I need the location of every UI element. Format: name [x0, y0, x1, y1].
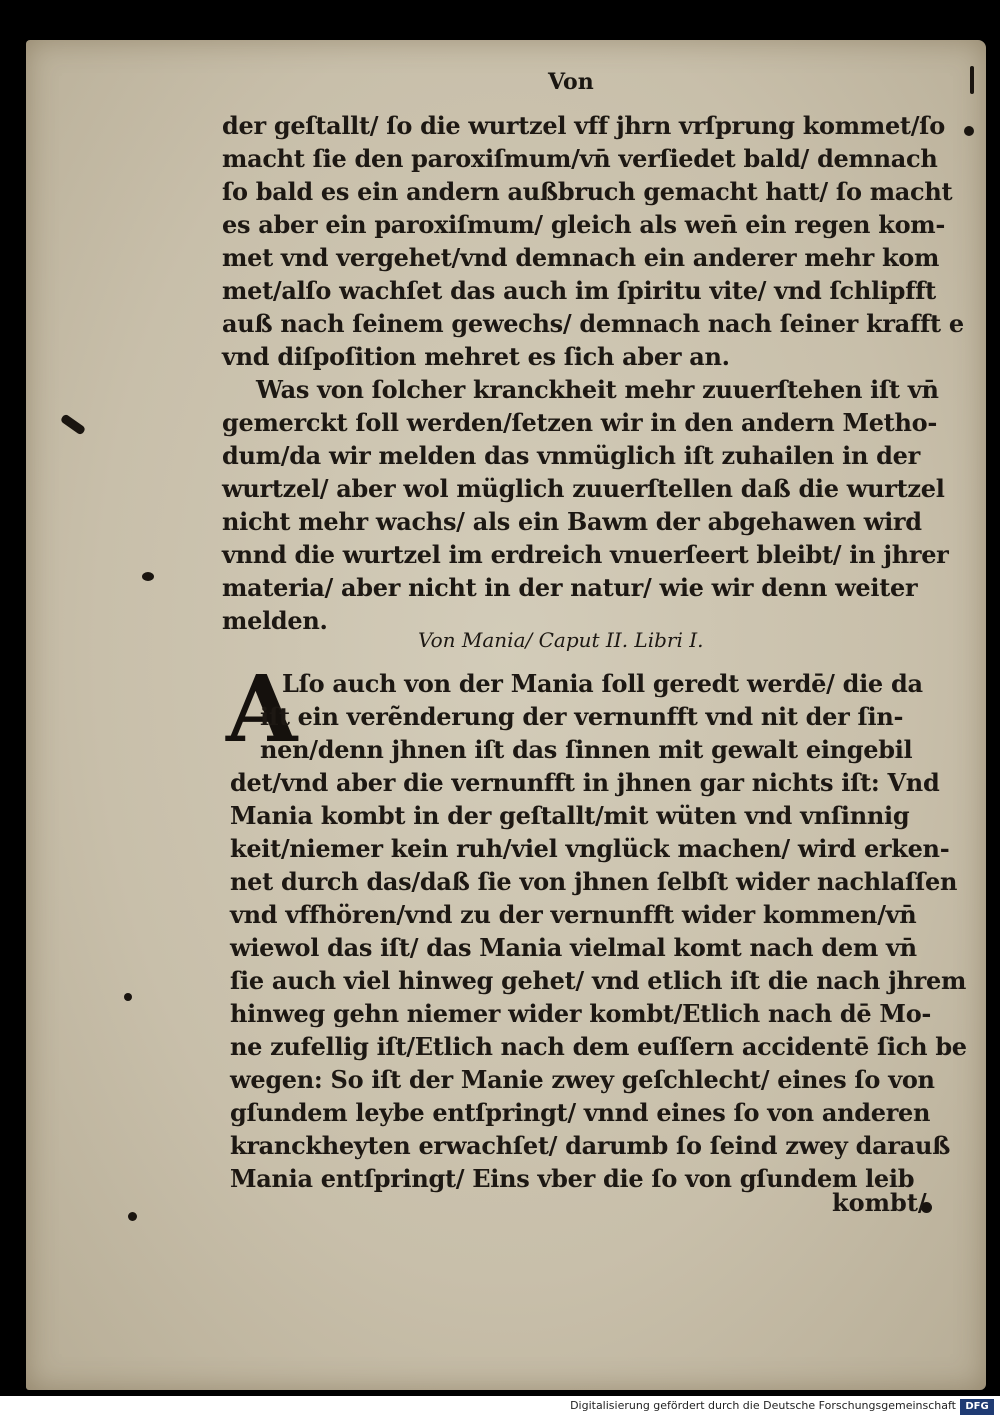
text-line: met/alſo wachſet das auch im ſpiritu vite/ vnd ſchlipfft	[222, 276, 936, 305]
ink-blot	[124, 993, 132, 1001]
text-line: keit/niemer kein ruh/viel vnglück machen/ wird erken-	[230, 834, 950, 863]
text-line: ne zufellig iſt/Etlich nach dem euſſern accidentē ſich be	[230, 1032, 967, 1061]
dfg-logo: DFG	[960, 1399, 994, 1415]
text-line: kranckheyten erwachſet/ darumb ſo ſeind zwey darauß	[230, 1131, 951, 1160]
text-line: auß nach ſeinem gewechs/ demnach nach ſeiner krafft e	[222, 309, 964, 338]
chapter-heading: Von Mania/ Caput II. Libri I.	[418, 628, 704, 652]
text-line: gſundem leybe entſpringt/ vnnd eines ſo von anderen	[230, 1098, 931, 1127]
text-line: iſt ein verẽnderung der vernunfft vnd nit der ſin-	[260, 702, 904, 731]
text-line: Mania entſpringt/ Eins vber die ſo von gſundem leib	[230, 1164, 915, 1193]
text-line: melden.	[222, 606, 328, 635]
running-head: Von	[548, 69, 594, 95]
ink-blot	[128, 1212, 137, 1221]
text-line: vnd diſpoſition mehret es ſich aber an.	[222, 342, 730, 371]
text-line: ſie auch viel hinweg gehet/ vnd etlich iſt die nach jhrem	[230, 966, 967, 995]
text-line: hinweg gehn niemer wider kombt/Etlich nach dē Mo-	[230, 999, 932, 1028]
decorated-initial: A	[226, 655, 298, 763]
ink-mark	[970, 66, 974, 94]
text-line: vnnd die wurtzel im erdreich vnuerſeert bleibt/ in jhrer	[222, 540, 949, 569]
text-line: wurtzel/ aber wol müglich zuuerſtellen daß die wurtzel	[222, 474, 945, 503]
catchword: kombt/	[832, 1188, 927, 1217]
text-line: macht ſie den paroxiſmum/vn̄ verſiedet bald/ demnach	[222, 144, 938, 173]
text-line: Lſo auch von der Mania ſoll geredt werdē/ die da	[282, 669, 923, 698]
text-line: Was von ſolcher kranckheit mehr zuuerſtehen iſt vn̄	[256, 375, 939, 404]
text-line: nen/denn jhnen iſt das ſinnen mit gewalt eingebil	[260, 735, 913, 764]
text-line: ſo bald es ein andern außbruch gemacht hatt/ ſo macht	[222, 177, 953, 206]
text-line: es aber ein paroxiſmum/ gleich als wen̄ ein regen kom-	[222, 210, 946, 239]
ink-blot	[142, 572, 154, 581]
text-line: net durch das/daß ſie von jhnen ſelbſt wider nachlaſſen	[230, 867, 958, 896]
text-line: Mania kombt in der geſtallt/mit wüten vnd vnſinnig	[230, 801, 910, 830]
text-line: der geſtallt/ ſo die wurtzel vff jhrn vrſprung kommet/ſo	[222, 111, 945, 140]
text-line: nicht mehr wachs/ als ein Bawm der abgehawen wird	[222, 507, 922, 536]
text-line: wegen: So iſt der Manie zwey geſchlecht/ eines ſo von	[230, 1065, 935, 1094]
footer-credit: Digitalisierung gefördert durch die Deutsche Forschungsgemeinschaft	[570, 1399, 956, 1412]
text-line: gemerckt ſoll werden/ſetzen wir in den andern Metho-	[222, 408, 937, 437]
text-line: wiewol das iſt/ das Mania vielmal komt nach dem vn̄	[230, 933, 917, 962]
text-line: vnd vffhören/vnd zu der vernunfft wider kommen/vn̄	[230, 900, 917, 929]
text-line: dum/da wir melden das vnmüglich iſt zuhailen in der	[222, 441, 920, 470]
text-line: met vnd vergehet/vnd demnach ein anderer mehr kom	[222, 243, 940, 272]
text-line: materia/ aber nicht in der natur/ wie wir denn weiter	[222, 573, 918, 602]
text-line: det/vnd aber die vernunfft in jhnen gar nichts iſt: Vnd	[230, 768, 940, 797]
ink-blot	[964, 126, 974, 136]
